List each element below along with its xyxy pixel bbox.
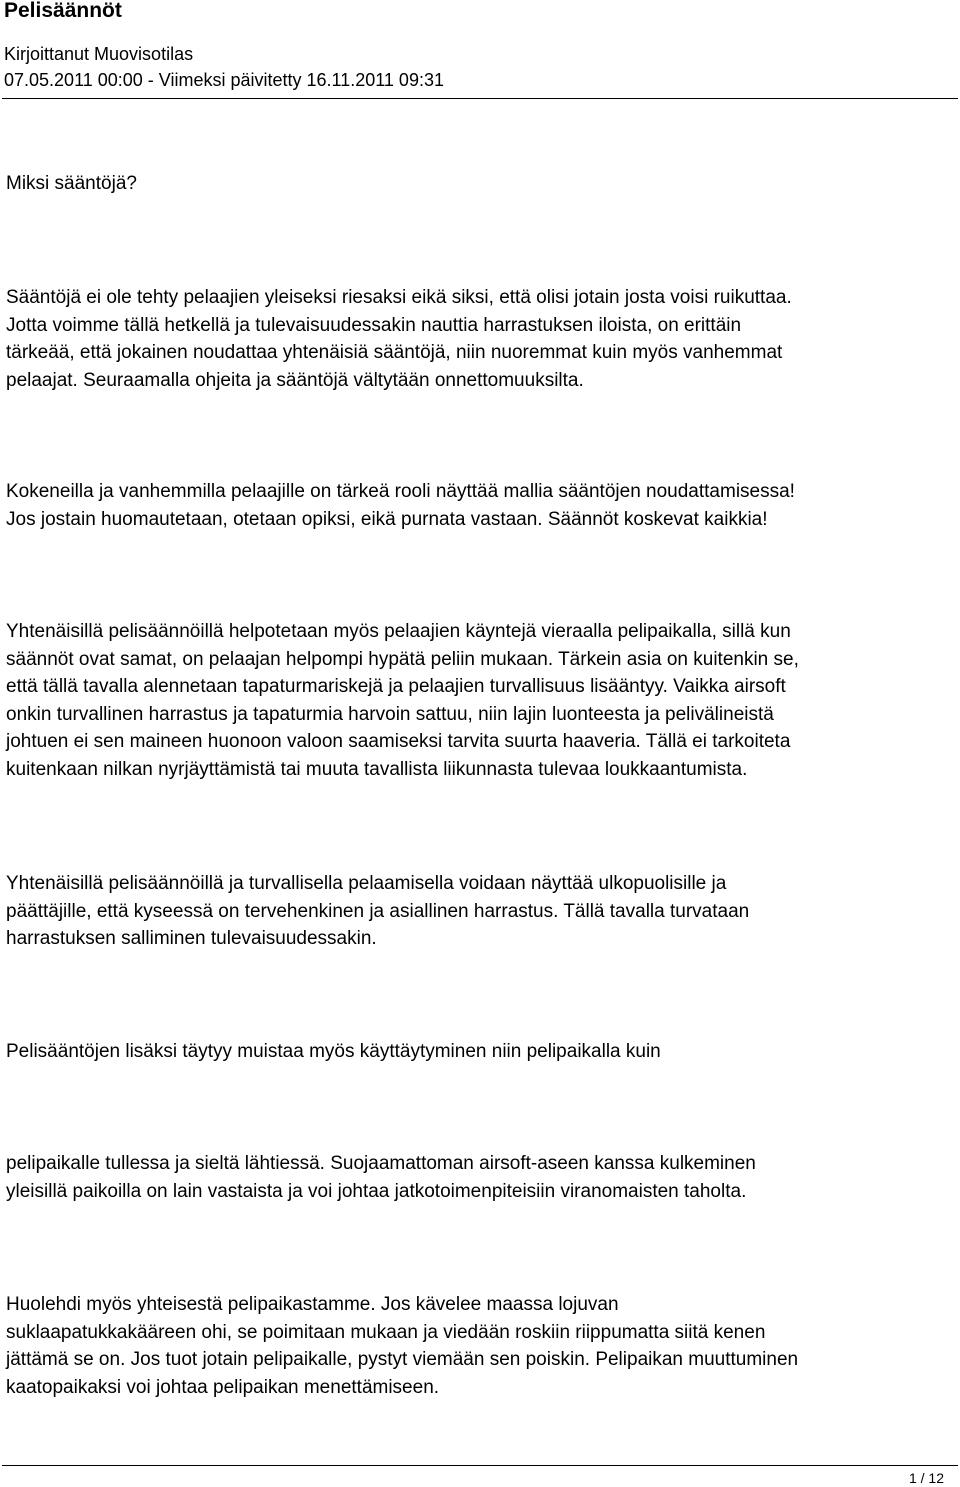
paragraph-line: harrastuksen salliminen tulevaisuudessakin. — [6, 928, 377, 950]
author-line: Kirjoittanut Muovisotilas — [4, 44, 194, 64]
paragraph-line: pelaajat. Seuraamalla ohjeita ja sääntöjä vältytään onnettomuuksilta. — [6, 369, 584, 391]
paragraph-line: tärkeää, että jokainen noudattaa yhtenäisiä sääntöjä, niin nuoremmat kuin myös vanhemmat — [6, 342, 783, 364]
paragraph-4 — [6, 870, 749, 953]
paragraph-line: Kokeneilla ja vanhemmilla pelaajille on tärkeä rooli näyttää mallia sääntöjen noudattamisessa! — [6, 481, 795, 502]
page-title: Pelisäännöt — [4, 0, 122, 22]
paragraph-5 — [6, 1038, 661, 1066]
footer-divider — [2, 1465, 958, 1466]
paragraph-line: suklaapatukkakääreen ohi, se poimitaan mukaan ja viedään roskiin riippumatta siitä kenen — [6, 1321, 766, 1343]
paragraph-line: Jos jostain huomautetaan, otetaan opiksi, eikä purnata vastaan. Säännöt koskevat kaikkia! — [6, 508, 768, 530]
paragraph-line: säännöt ovat samat, on pelaajan helpompi hypätä peliin mukaan. Tärkein asia on kuitenkin se, — [6, 648, 799, 670]
paragraph-3 — [6, 618, 799, 784]
paragraph-line: Huolehdi myös yhteisestä pelipaikastamme. Jos kävelee maassa lojuvan — [6, 1294, 619, 1315]
paragraph-line: Pelisääntöjen lisäksi täytyy muistaa myös käyttäytyminen niin pelipaikalla kuin — [6, 1041, 661, 1062]
page-number: 1 / 12 — [908, 1470, 944, 1486]
paragraph-line: Jotta voimme tällä hetkellä ja tulevaisuudessakin nauttia harrastuksen iloista, on erittäin — [6, 314, 742, 336]
paragraph-line: pelipaikalle tullessa ja sieltä lähtiessä. Suojaamattoman airsoft-aseen kanssa kulkeminen — [6, 1153, 756, 1174]
paragraph-1 — [6, 284, 792, 394]
paragraph-line: jättämä se on. Jos tuot jotain pelipaikalle, pystyt viemään sen poiskin. Pelipaikan muuttuminen — [6, 1349, 799, 1371]
paragraph-line: kaatopaikaksi voi johtaa pelipaikan menettämiseen. — [6, 1376, 440, 1398]
date-line: 07.05.2011 00:00 - Viimeksi päivitetty 16.11.2011 09:31 — [4, 70, 444, 90]
section-heading-text: Miksi sääntöjä? — [6, 173, 137, 194]
paragraph-2 — [6, 478, 795, 533]
paragraph-line: päättäjille, että kyseessä on tervehenkinen ja asiallinen harrastus. Tällä tavalla turvataan — [6, 900, 750, 922]
section-heading — [6, 170, 137, 198]
paragraph-line: Sääntöjä ei ole tehty pelaajien yleiseksi riesaksi eikä siksi, että olisi jotain josta voisi ruikuttaa. — [6, 287, 792, 308]
paragraph-line: että tällä tavalla alennetaan tapaturmariskejä ja pelaajien turvallisuus lisääntyy. Vaikka airsoft — [6, 676, 786, 698]
paragraph-7 — [6, 1291, 798, 1401]
paragraph-6 — [6, 1150, 756, 1205]
paragraph-line: johtuen ei sen maineen huonoon valoon saamiseksi tarvita suurta haaveria. Tällä ei tarkoiteta — [6, 731, 791, 753]
paragraph-line: Yhtenäisillä pelisäännöillä helpotetaan myös pelaajien käyntejä vieraalla pelipaikalla, sillä kun — [6, 621, 791, 642]
paragraph-line: kuitenkaan nilkan nyrjäyttämistä tai muuta tavallista liikunnasta tulevaa loukkaantumista. — [6, 758, 748, 780]
paragraph-line: yleisillä paikoilla on lain vastaista ja voi johtaa jatkotoimenpiteisiin viranomaisten taholta. — [6, 1180, 747, 1202]
paragraph-line: onkin turvallinen harrastus ja tapaturmia harvoin sattuu, niin lajin luonteesta ja pelivälineistä — [6, 703, 774, 725]
paragraph-line: Yhtenäisillä pelisäännöillä ja turvallisella pelaamisella voidaan näyttää ulkopuolisille ja — [6, 873, 727, 894]
header-divider — [2, 98, 958, 99]
